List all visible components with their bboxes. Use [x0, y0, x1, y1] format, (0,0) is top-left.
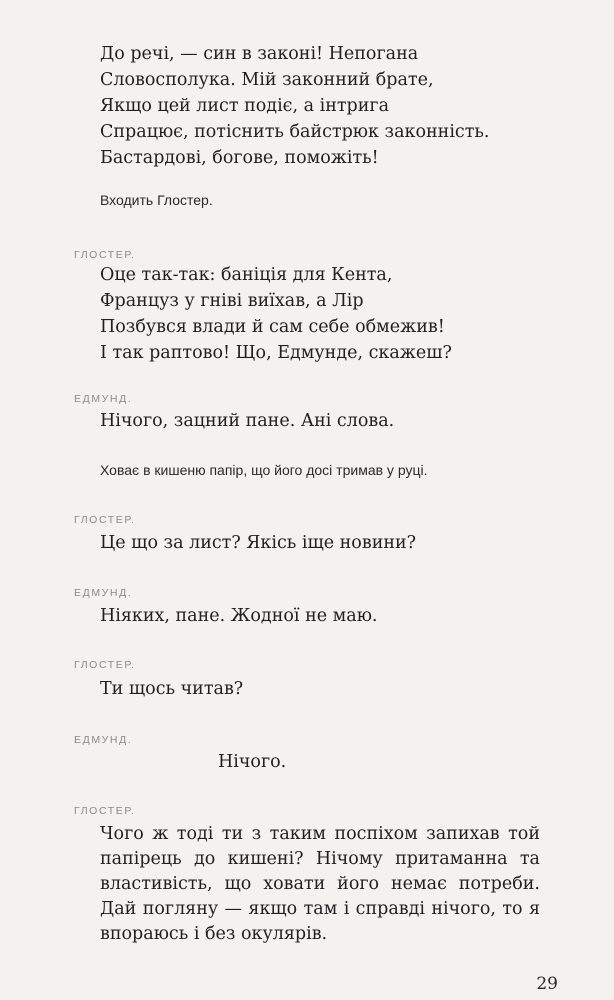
- verse-line: Це що за лист? Якісь іще новини?: [100, 533, 417, 553]
- verse-block-gloucester: [100, 262, 452, 366]
- verse-line: Нічого.: [218, 752, 287, 772]
- speaker-label-edmund: ЕДМУНД.: [74, 734, 133, 746]
- verse-line-gloucester-read: [100, 676, 243, 702]
- verse-line: Нічого, зацний пане. Ані слова.: [100, 411, 395, 431]
- speaker-label-gloucester: ГЛОСТЕР.: [74, 805, 136, 817]
- verse-line-edmund-reply: [100, 408, 394, 434]
- verse-line: Ніяких, пане. Жодної не маю.: [100, 606, 378, 626]
- verse-line: Словосполука. Мій законний брате,: [100, 70, 434, 90]
- prose-speech-gloucester: Чого ж тоді ти з таким поспіхом запихав той папірець до кишені? Нічому притаманна та властивість, що ховати його немає потреби. Дай погляну — якщо там і справді нічого, то я впораюсь і без окулярів.: [100, 824, 540, 944]
- verse-line: Оце так-так: баніція для Кента,: [100, 265, 393, 285]
- stage-direction-enter: Входить Глостер.: [100, 192, 213, 208]
- verse-line: Позбувся влади й сам себе обмежив!: [100, 317, 445, 337]
- verse-line: Бастардові, богове, поможіть!: [100, 148, 379, 168]
- verse-line: Якщо цей лист подіє, а інтрига: [100, 96, 390, 116]
- verse-line: Спрацює, потіснить байстрюк законність.: [100, 122, 490, 142]
- verse-line: І так раптово! Що, Едмунде, скажеш?: [100, 343, 452, 363]
- verse-line-edmund-none: [100, 603, 378, 629]
- speaker-label-gloucester: ГЛОСТЕР.: [74, 514, 136, 526]
- verse-block-edmund-soliloquy: [100, 41, 490, 171]
- speaker-label-edmund: ЕДМУНД.: [74, 587, 133, 599]
- verse-line: До речі, — син в законі! Непогана: [100, 44, 419, 64]
- verse-line-edmund-nothing: [218, 749, 286, 775]
- speaker-label-gloucester: ГЛОСТЕР.: [74, 249, 136, 261]
- speaker-label-gloucester: ГЛОСТЕР.: [74, 659, 136, 671]
- stage-direction-hides-paper: Ховає в кишеню папір, що його досі тримав у руці.: [100, 462, 428, 478]
- verse-line-gloucester-question: [100, 530, 416, 556]
- page-number: 29: [536, 974, 558, 994]
- speaker-label-edmund: ЕДМУНД.: [74, 393, 133, 405]
- verse-line: Француз у гніві виїхав, а Лір: [100, 291, 364, 311]
- verse-line: Ти щось читав?: [100, 679, 244, 699]
